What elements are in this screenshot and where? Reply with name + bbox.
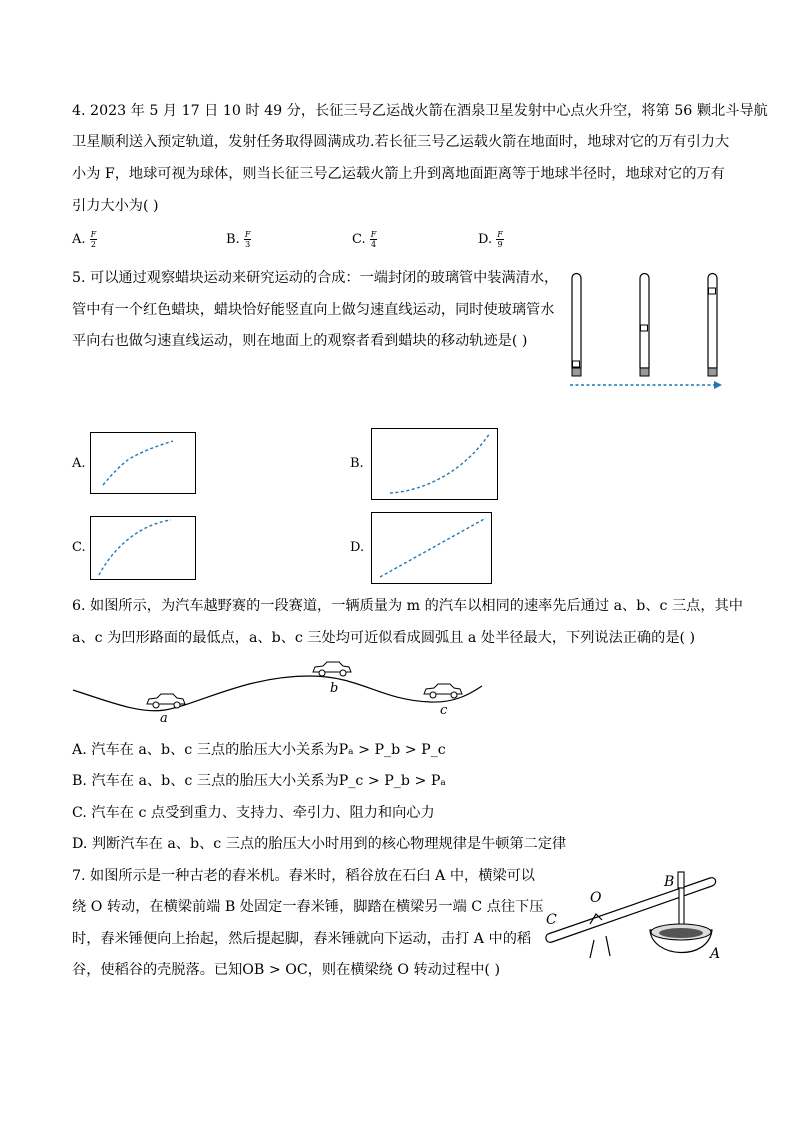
label-C: C	[546, 912, 557, 928]
q7-line-2: 绕 O 转动，在横梁前端 B 处固定一舂米锤，脚踏在横梁另一端 C 点往下压	[72, 899, 544, 915]
tube-1-base	[572, 368, 581, 376]
trajectory-a-path	[103, 441, 173, 485]
trajectory-c-path	[99, 520, 171, 575]
tube-2-base	[640, 368, 649, 376]
q5-line-3: 平向右也做匀速直线运动，则在地面上的观察者看到蜡块的移动轨迹是( )	[72, 333, 528, 349]
q6-option-c[interactable]: C. 汽车在 c 点受到重力、支持力、牵引力、阻力和向心力	[72, 805, 435, 821]
q5-line-1: 5. 可以通过观察蜡块运动来研究运动的合成：一端封闭的玻璃管中装满清水，	[72, 270, 559, 286]
glass-tubes-figure	[560, 268, 730, 393]
car-c	[424, 684, 462, 698]
q6-line-1: 6. 如图所示，为汽车越野赛的一段赛道，一辆质量为 m 的汽车以相同的速率先后通过 a、b、c 三点，其中	[72, 598, 743, 614]
fraction: $\frac{F}{9}$	[497, 230, 503, 249]
label-B: B	[664, 874, 675, 890]
q4-option-b[interactable]: B. $\frac{F}{3}$	[226, 230, 251, 249]
hammer-top	[678, 872, 684, 888]
q4-line-2: 卫星顺利送入预定轨道，发射任务取得圆满成功.若长征三号乙运载火箭在地面时，地球对它的万有引力大	[72, 134, 730, 150]
q4-option-d[interactable]: D. $\frac{F}{9}$	[478, 230, 503, 249]
q5-option-b-graph[interactable]	[371, 428, 498, 500]
q5-line-2: 管中有一个红色蜡块，蜡块恰好能竖直向上做匀速直线运动，同时使玻璃管水	[72, 302, 555, 318]
q7-line-4: 谷，使稻谷的壳脱落。已知OB > OC，则在横梁绕 O 转动过程中( )	[72, 962, 500, 978]
fraction: $\frac{F}{3}$	[244, 230, 251, 249]
tube-3-base	[708, 368, 717, 376]
trajectory-d	[372, 513, 491, 583]
glass-tube-2	[640, 274, 649, 369]
q4-line-1: 4. 2023 年 5 月 17 日 10 时 49 分，长征三号乙运战火箭在酒泉卫星发射中心点火升空，将第 56 颗北斗导航	[72, 103, 768, 119]
label-b: b	[330, 681, 339, 696]
trajectory-b-path	[390, 433, 490, 493]
label-O: O	[590, 890, 602, 906]
wax-block-2	[641, 325, 648, 331]
q5-option-c-label[interactable]: C.	[72, 540, 86, 555]
q5-option-d-label[interactable]: D.	[350, 540, 365, 555]
q4-option-c[interactable]: C. $\frac{F}{4}$	[352, 230, 377, 249]
car-a	[147, 694, 185, 708]
track-curve	[73, 676, 482, 711]
q6-option-a[interactable]: A. 汽车在 a、b、c 三点的胎压大小关系为Pₐ > P_b > P_c	[72, 742, 446, 758]
glass-tube-1	[572, 274, 581, 368]
wax-block-3	[709, 288, 716, 294]
q7-line-1: 7. 如图所示是一种古老的舂米机。舂米时，稻谷放在石臼 A 中，横梁可以	[72, 868, 535, 884]
q4-line-4: 引力大小为( )	[72, 198, 159, 214]
q5-option-c-graph[interactable]	[90, 516, 196, 580]
q4-line-3: 小为 F，地球可视为球体，则当长征三号乙运载火箭上升到离地面距离等于地球半径时，地球对它的万有	[72, 166, 725, 182]
label-A: A	[710, 946, 721, 962]
trajectory-a	[91, 433, 195, 493]
fraction: $\frac{F}{2}$	[90, 230, 97, 249]
trajectory-c	[91, 517, 195, 579]
pivot-post	[590, 936, 610, 958]
label-a: a	[160, 711, 168, 726]
q4-option-a[interactable]: A. $\frac{F}{2}$	[72, 230, 97, 249]
q5-option-b-label[interactable]: B.	[350, 456, 364, 471]
label-c: c	[440, 703, 448, 718]
trajectory-d-path	[380, 518, 486, 577]
car-b	[313, 662, 351, 676]
q6-line-2: a、c 为凹形路面的最低点，a、b、c 三处均可近似看成圆弧且 a 处半径最大，下列说法正确的是( )	[72, 630, 696, 646]
q5-option-a-graph[interactable]	[90, 432, 196, 494]
race-track-figure	[70, 656, 490, 726]
q6-option-b[interactable]: B. 汽车在 a、b、c 三点的胎压大小关系为P_c > P_b > Pₐ	[72, 773, 446, 789]
rice-pounder-figure	[540, 862, 740, 972]
rice-grain	[659, 928, 703, 938]
motion-arrow-head	[714, 381, 722, 389]
trajectory-b	[372, 429, 497, 499]
wax-block-1	[573, 361, 580, 367]
q5-option-d-graph[interactable]	[371, 512, 492, 584]
fraction: $\frac{F}{4}$	[370, 230, 377, 249]
q6-option-d[interactable]: D. 判断汽车在 a、b、c 三点的胎压大小时用到的核心物理规律是牛顿第二定律	[72, 836, 567, 852]
q5-option-a-label[interactable]: A.	[72, 456, 86, 471]
q7-line-3: 时，舂米锤便向上抬起，然后提起脚，舂米锤就向下运动，击打 A 中的稻	[72, 931, 532, 947]
